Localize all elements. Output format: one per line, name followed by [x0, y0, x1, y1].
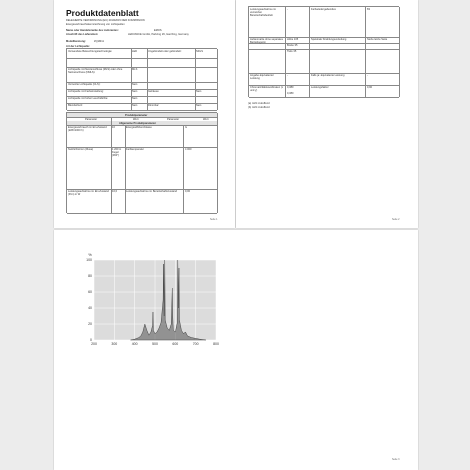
table-cell: Nein — [132, 90, 138, 93]
table-cell: Falls ja: äquivalente Leistung — [311, 74, 345, 77]
table-cell: 0,380 — [287, 92, 294, 95]
table-cell: Nein — [132, 104, 138, 107]
supplier-label: Name oder Handelsmarke des Lieferanten: — [66, 29, 119, 32]
table-cell: Blendschutz: — [68, 104, 83, 107]
table-cell: Lichtquelle mit Netzanschluss (MLS) oder ohne Netzanschluss (NMLS): — [68, 68, 123, 75]
subtitle-labelling: Energieverbrauchskennzeichnung von Lichtquellen — [66, 22, 125, 26]
page-number: Seite 3 — [392, 458, 400, 461]
parameter-table-continued — [248, 6, 399, 97]
page-1 — [54, 0, 235, 228]
table-cell: Vernetzte Lichtquelle (CLS): — [68, 83, 101, 86]
flux-label: Nutzlichtstrom (Φuse) — [68, 148, 94, 151]
address-value: LEDVANCE GmbH, Parkring 29, Garching, Germany — [128, 33, 189, 36]
y-ticks — [86, 258, 92, 342]
power-value: 10,0 — [112, 190, 118, 193]
model-value: ZQ1M11 — [94, 40, 104, 43]
attribute-table — [66, 48, 217, 110]
power-label: Leistungsaufnahme im Ein-Zustand (Pon) in W — [68, 190, 109, 197]
y-tick-label: 100 — [86, 258, 92, 263]
table-cell: 0,90 — [367, 86, 373, 89]
flux-value: 1 200 in Kugel (360°) — [112, 148, 122, 158]
y-tick-label: 0 — [90, 338, 92, 343]
table-cell: MLS — [132, 68, 138, 71]
general-header: Allgemeine Produktparameter — [119, 121, 156, 125]
table-cell: 0,380 — [287, 86, 294, 89]
table-cell: Nein — [132, 97, 138, 100]
table-cell: Verwendete Beleuchtungstechnologie: — [68, 50, 113, 53]
lamp-type-label: Art der Lichtquelle: — [66, 44, 90, 48]
standby-value: 0,00 — [185, 190, 191, 193]
address-label: Anschrift des Lieferanten: — [66, 33, 99, 36]
table-cell: Farbwiedergabeindex — [311, 8, 336, 11]
table-cell: - — [287, 8, 288, 11]
table-cell: Höhe 105 — [287, 38, 299, 41]
x-ticks — [91, 342, 219, 346]
table-cell: Spektrale Strahlungsverteilung — [311, 38, 347, 41]
x-tick-label: 500 — [152, 342, 158, 346]
table-cell: Leistungsfaktor — [311, 86, 329, 89]
y-tick-label: 80 — [88, 274, 92, 279]
table-cell: Ungebündelt oder gebündelt: — [148, 50, 182, 53]
spectrum-chart — [54, 230, 418, 470]
class-label: Energieeffizienzklasse — [126, 126, 152, 129]
table-cell: Lichtquelle mit hoher Leuchtdichte: — [68, 97, 109, 100]
cct-value: 4 000 — [185, 148, 192, 151]
y-tick-label: 40 — [88, 306, 92, 311]
col-parameter: Parameter — [85, 117, 98, 121]
x-tick-label: 200 — [91, 342, 97, 346]
subtitle-regulation: DELEGIERTE VERORDNUNG (EU) 2019/2015 DER KOMMISSION — [66, 19, 145, 22]
energy-label: Energieverbrauch im Ein-Zustand (kWh/1000 h) — [68, 126, 107, 133]
table-cell: Lichtquelle mit Farbeinstellung: — [68, 90, 104, 93]
table-cell: Angabe äquivalenter Leistung — [250, 74, 274, 81]
page-3 — [54, 230, 418, 470]
y-tick-label: 20 — [88, 322, 92, 327]
x-tick-label: 300 — [111, 342, 118, 346]
energy-value: 10 — [112, 126, 115, 129]
table-cell: Dimmbar: — [148, 104, 160, 107]
table-cell: Breite 35 — [287, 44, 298, 47]
standby-label: Leistungsaufnahme im Bereitschaftszustand — [126, 190, 177, 193]
table-cell: Nein — [132, 83, 138, 86]
x-tick-label: 800 — [213, 342, 219, 346]
model-label: Modellkennung: — [66, 40, 86, 43]
x-tick-label: 600 — [172, 342, 179, 346]
page-2 — [236, 0, 418, 228]
page-number: Seite 1 — [210, 218, 218, 221]
table-cell: Siehe letzte Seite — [367, 38, 388, 41]
footnote-b: (b) nicht zutreffend — [248, 106, 270, 109]
class-value: G — [185, 126, 188, 129]
table-cell: LED — [132, 50, 138, 53]
table-cell: 83 — [367, 8, 370, 11]
page-number: Seite 2 — [392, 218, 400, 221]
col-value-2: Wert — [203, 117, 209, 121]
table-cell: - — [367, 74, 368, 77]
table-cell: Tiefe 35 — [287, 50, 297, 53]
table-cell: Nein — [196, 90, 202, 93]
y-tick-label: 60 — [88, 290, 92, 295]
x-tick-label: 700 — [192, 342, 199, 346]
params-header: Produktparameter — [125, 113, 148, 117]
table-cell: - — [287, 74, 288, 77]
col-value: Wert — [133, 117, 139, 121]
x-tick-label: 400 — [131, 342, 138, 346]
parameter-table — [66, 112, 217, 213]
table-cell: Chromatizitätskoordinaten (x und y) — [250, 86, 284, 93]
table-cell: Gehäuse: — [148, 90, 160, 93]
col-parameter-2: Parameter — [167, 117, 180, 121]
supplier-value: EMOS — [154, 29, 162, 32]
y-axis-unit: % — [88, 252, 92, 257]
document-title: Produktdatenblatt — [66, 8, 139, 18]
table-cell: Nein — [196, 104, 202, 107]
footnote-a: (a) nicht zutreffend — [248, 102, 270, 105]
table-cell: Leistungsaufnahme im vernetzten Bereitschaftsbetrieb — [250, 8, 277, 18]
table-cell: Außenmaße ohne separates Betriebsgerät — [250, 38, 283, 45]
table-cell: NDLS — [196, 50, 203, 53]
cct-label: Farbtemperatur — [126, 148, 144, 151]
